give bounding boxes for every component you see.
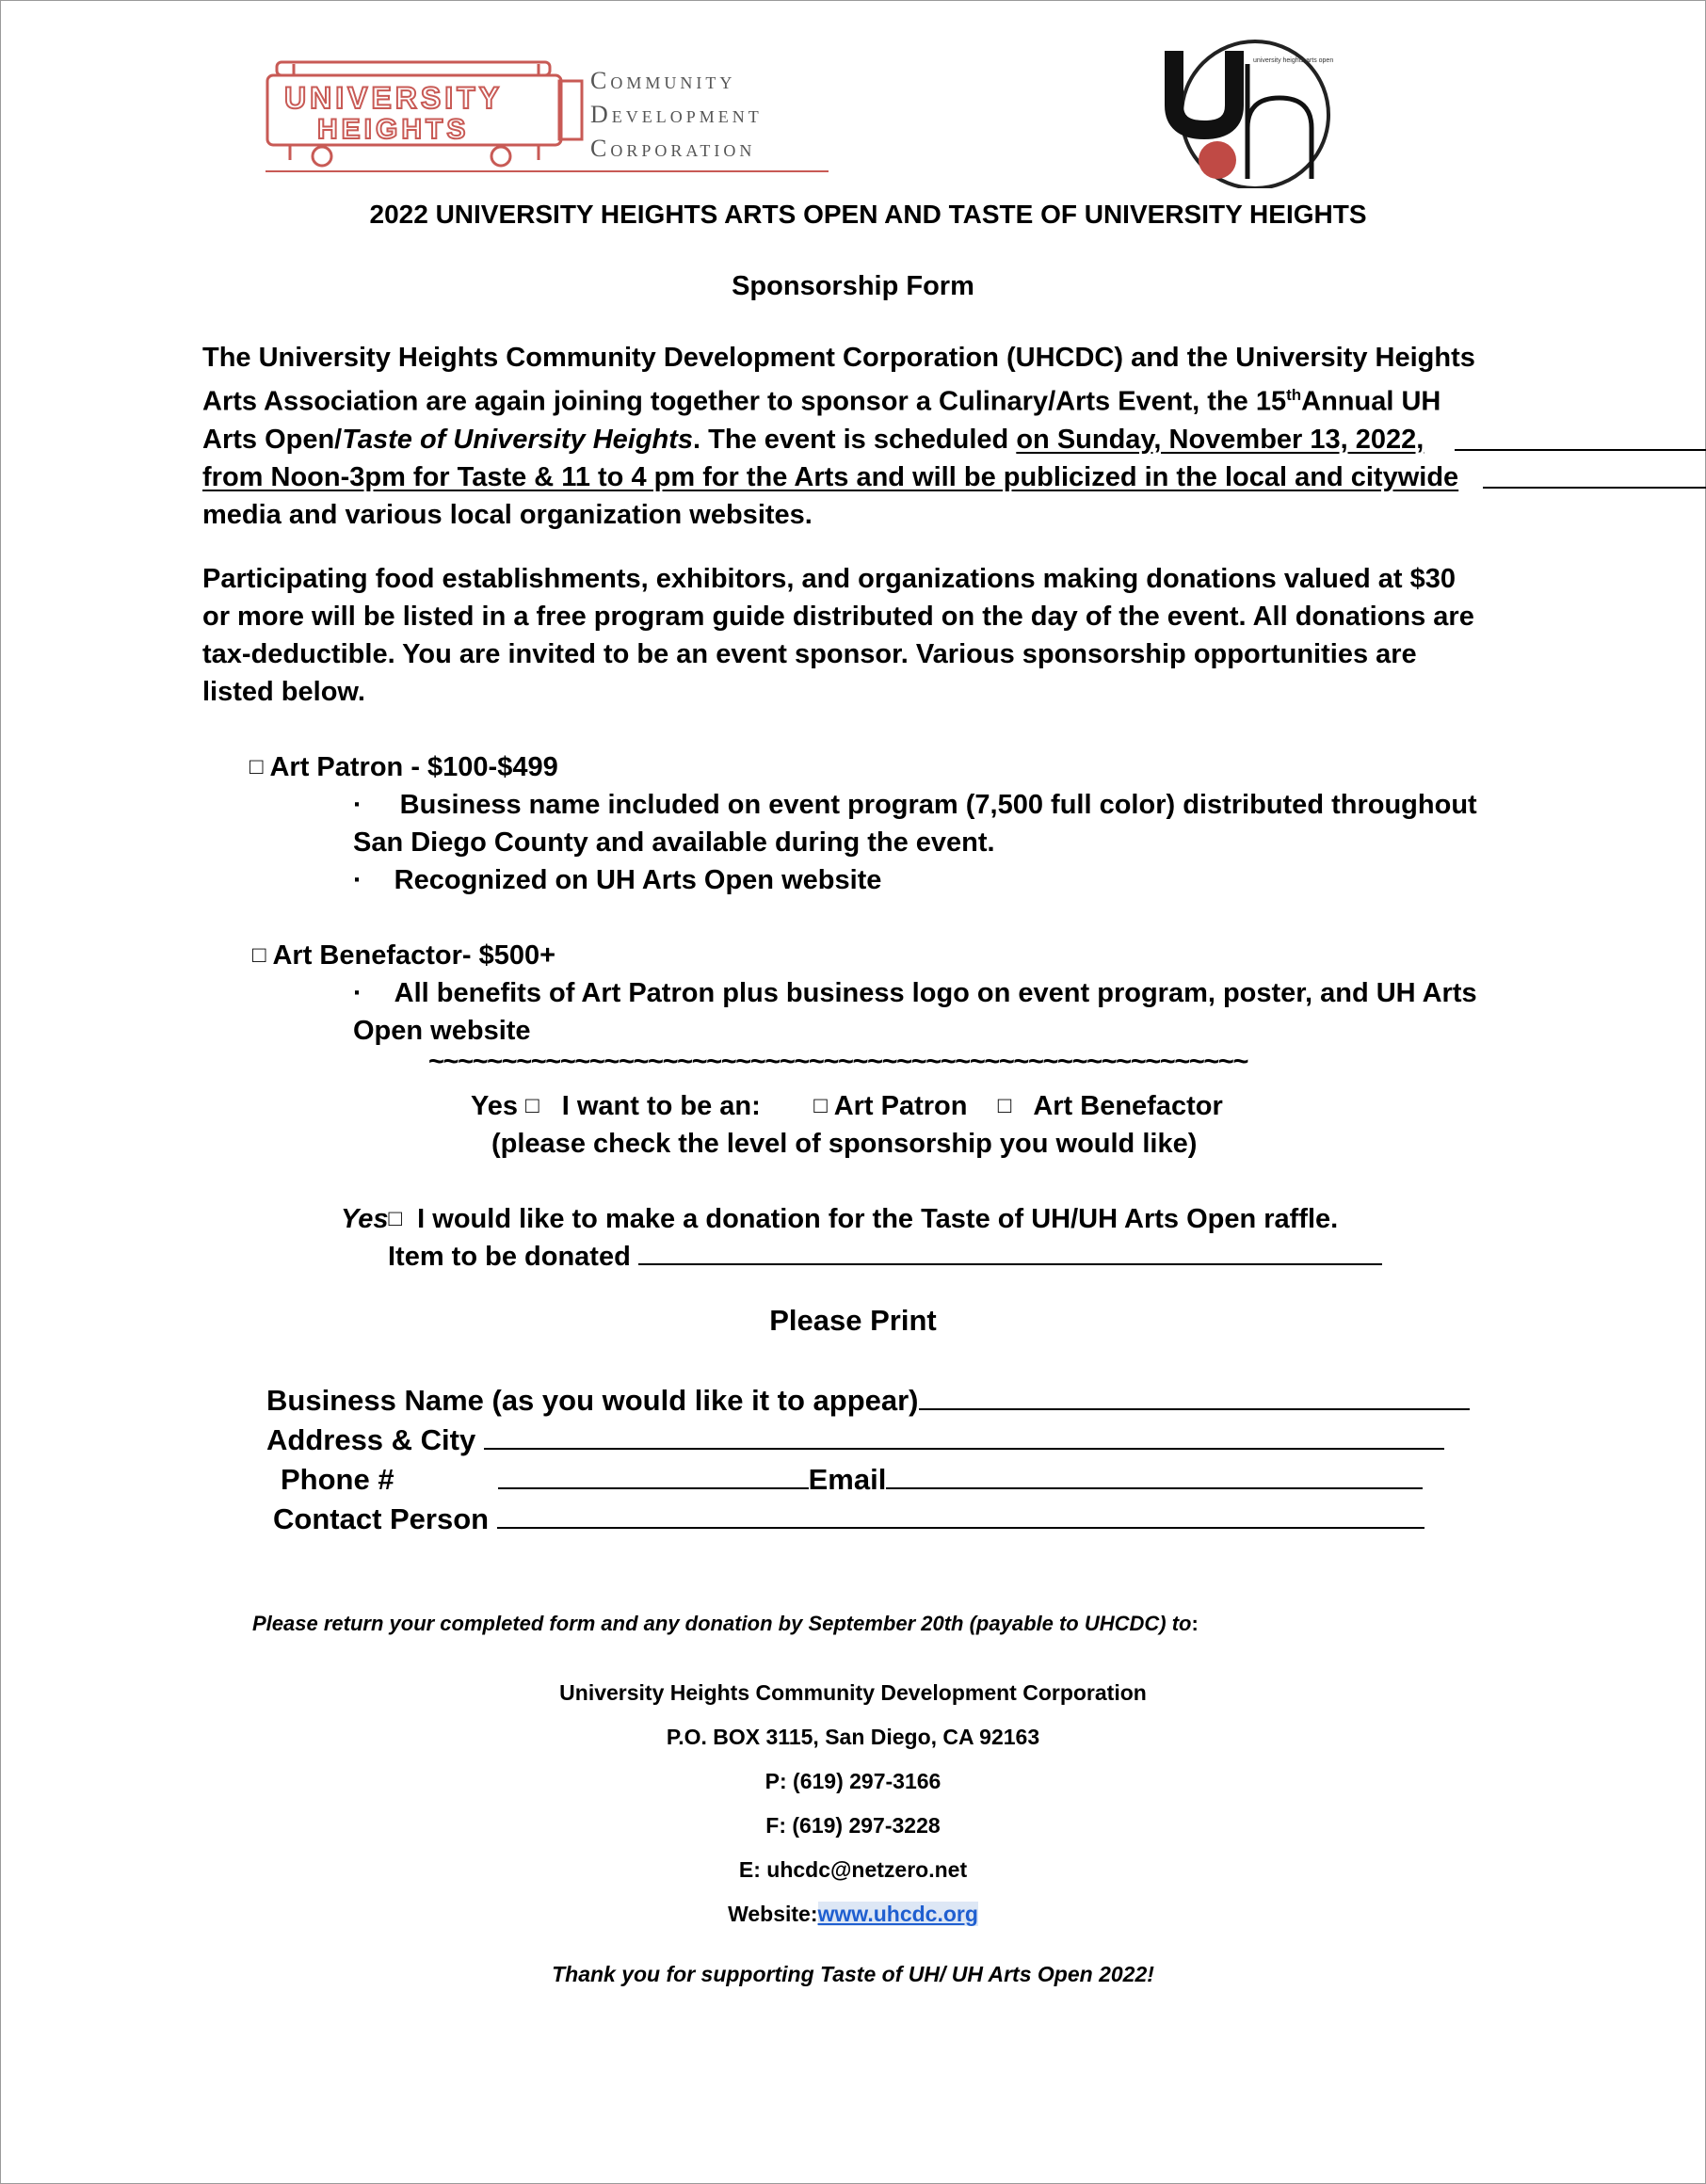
business-name-row: Business Name (as you would like it to appear) bbox=[266, 1384, 1470, 1418]
art-benefactor-benefit-1: · All benefits of Art Patron plus business logo on event program, poster, and UH Arts bbox=[353, 978, 1477, 1008]
choice-art-benefactor-checkbox[interactable]: □ bbox=[997, 1093, 1012, 1118]
page-title: 2022 UNIVERSITY HEIGHTS ARTS OPEN AND TASTE OF UNIVERSITY HEIGHTS bbox=[369, 200, 1367, 229]
raffle-donation-checkbox[interactable]: □ bbox=[388, 1206, 403, 1231]
org-address: P.O. BOX 3115, San Diego, CA 92163 bbox=[666, 1725, 1040, 1749]
donation-line-1: Participating food establishments, exhibitors, and organizations making donations valued at $30 bbox=[202, 564, 1457, 594]
uh-mark-text: university heights arts open bbox=[1253, 57, 1334, 64]
uhcdc-badge-word2: HEIGHTS bbox=[317, 114, 470, 145]
uhcdc-name-line1: Community bbox=[590, 67, 736, 94]
art-patron-checkbox[interactable]: □ bbox=[249, 754, 264, 779]
intro-line-2: Arts Association are again joining together to sponsor a Culinary/Arts Event, the 15thAnnual UH bbox=[202, 386, 1441, 417]
art-patron-benefit-1-cont: San Diego County and available during the event. bbox=[353, 827, 995, 858]
tilde-divider: ~~~~~~~~~~~~~~~~~~~~~~~~~~~~~~~~~~~~~~~~~~~~~~~~~~~~~~~~ bbox=[428, 1047, 1247, 1077]
art-patron-benefit-1: · Business name included on event program (7,500 full color) distributed throughout bbox=[353, 790, 1477, 820]
return-instructions: Please return your completed form and any donation by September 20th (payable to UHCDC) to: bbox=[252, 1612, 1199, 1635]
underline-extension-1 bbox=[1455, 449, 1706, 451]
raffle-donation-row: Yes□ I would like to make a donation for the Taste of UH/UH Arts Open raffle. bbox=[341, 1204, 1339, 1234]
form-subtitle: Sponsorship Form bbox=[732, 271, 974, 301]
tier-art-benefactor bbox=[252, 937, 555, 976]
address-field[interactable] bbox=[484, 1423, 1444, 1450]
event-date: on Sunday, November 13, 2022, bbox=[1016, 424, 1424, 455]
sponsorship-choice-row: Yes □ I want to be an: □ Art Patron □ Art Benefactor bbox=[471, 1091, 1223, 1121]
donation-line-2: or more will be listed in a free program guide distributed on the day of the event. All donations are bbox=[202, 602, 1474, 632]
org-phone: P: (619) 297-3166 bbox=[764, 1769, 942, 1793]
uhcdc-badge-word1: UNIVERSITY bbox=[284, 81, 504, 115]
org-name: University Heights Community Development Corporation bbox=[559, 1680, 1147, 1705]
donation-line-4: listed below. bbox=[202, 677, 365, 707]
art-patron-title: Art Patron - $100-$499 bbox=[269, 752, 558, 782]
underline-extension-2 bbox=[1483, 487, 1706, 489]
yes-sponsor-checkbox[interactable]: □ bbox=[525, 1093, 539, 1118]
email-field[interactable] bbox=[886, 1463, 1423, 1489]
intro-paragraph bbox=[202, 339, 1671, 534]
org-fax: F: (619) 297-3228 bbox=[765, 1813, 941, 1838]
art-patron-benefit-2: · Recognized on UH Arts Open website bbox=[353, 865, 882, 895]
sponsorship-note: (please check the level of sponsorship you would like) bbox=[491, 1129, 1198, 1159]
uh-arts-open-logo bbox=[1163, 38, 1342, 188]
contact-row: Contact Person bbox=[273, 1502, 1424, 1536]
uhcdc-name-line3: Corporation bbox=[590, 135, 756, 162]
art-benefactor-title: Art Benefactor- $500+ bbox=[272, 940, 556, 971]
org-website: Website:www.uhcdc.org bbox=[728, 1902, 978, 1926]
uhcdc-name-line2: Development bbox=[590, 101, 763, 128]
website-link[interactable]: www.uhcdc.org bbox=[817, 1902, 978, 1926]
intro-line-5: media and various local organization websites. bbox=[202, 499, 813, 530]
intro-line-4: from Noon-3pm for Taste & 11 to 4 pm for the Arts and will be publicized in the local and citywide bbox=[202, 461, 1459, 492]
art-benefactor-benefits bbox=[353, 974, 1690, 1050]
intro-line-1: The University Heights Community Development Corporation (UHCDC) and the University Heights bbox=[202, 343, 1475, 373]
phone-email-row: Phone # Email bbox=[281, 1463, 1423, 1497]
tier-art-patron bbox=[249, 748, 558, 788]
item-donated-field[interactable] bbox=[638, 1239, 1382, 1265]
uhcdc-logo bbox=[266, 55, 830, 179]
donation-paragraph bbox=[202, 560, 1671, 711]
art-patron-benefits bbox=[353, 786, 1690, 899]
business-name-field[interactable] bbox=[919, 1384, 1470, 1410]
phone-field[interactable] bbox=[498, 1463, 809, 1489]
donation-line-3: tax-deductible. You are invited to be an event sponsor. Various sponsorship opportunities are bbox=[202, 639, 1417, 669]
address-row: Address & City bbox=[266, 1423, 1444, 1457]
art-benefactor-checkbox[interactable]: □ bbox=[252, 942, 266, 968]
art-benefactor-benefit-1-cont: Open website bbox=[353, 1016, 531, 1046]
item-donated-row: Item to be donated bbox=[388, 1238, 1382, 1276]
org-email: E: uhcdc@netzero.net bbox=[738, 1857, 968, 1882]
intro-line-3: Arts Open/Taste of University Heights. The event is scheduled on Sunday, November 13, 2022, bbox=[202, 424, 1424, 455]
contact-person-field[interactable] bbox=[497, 1502, 1424, 1529]
please-print-heading: Please Print bbox=[769, 1304, 937, 1337]
trolley-icon bbox=[266, 55, 830, 179]
uh-monogram-icon bbox=[1163, 38, 1342, 188]
thank-you-note: Thank you for supporting Taste of UH/ UH Arts Open 2022! bbox=[552, 1962, 1154, 1986]
choice-art-patron-checkbox[interactable]: □ bbox=[813, 1093, 828, 1118]
contact-block bbox=[0, 1671, 1706, 1936]
